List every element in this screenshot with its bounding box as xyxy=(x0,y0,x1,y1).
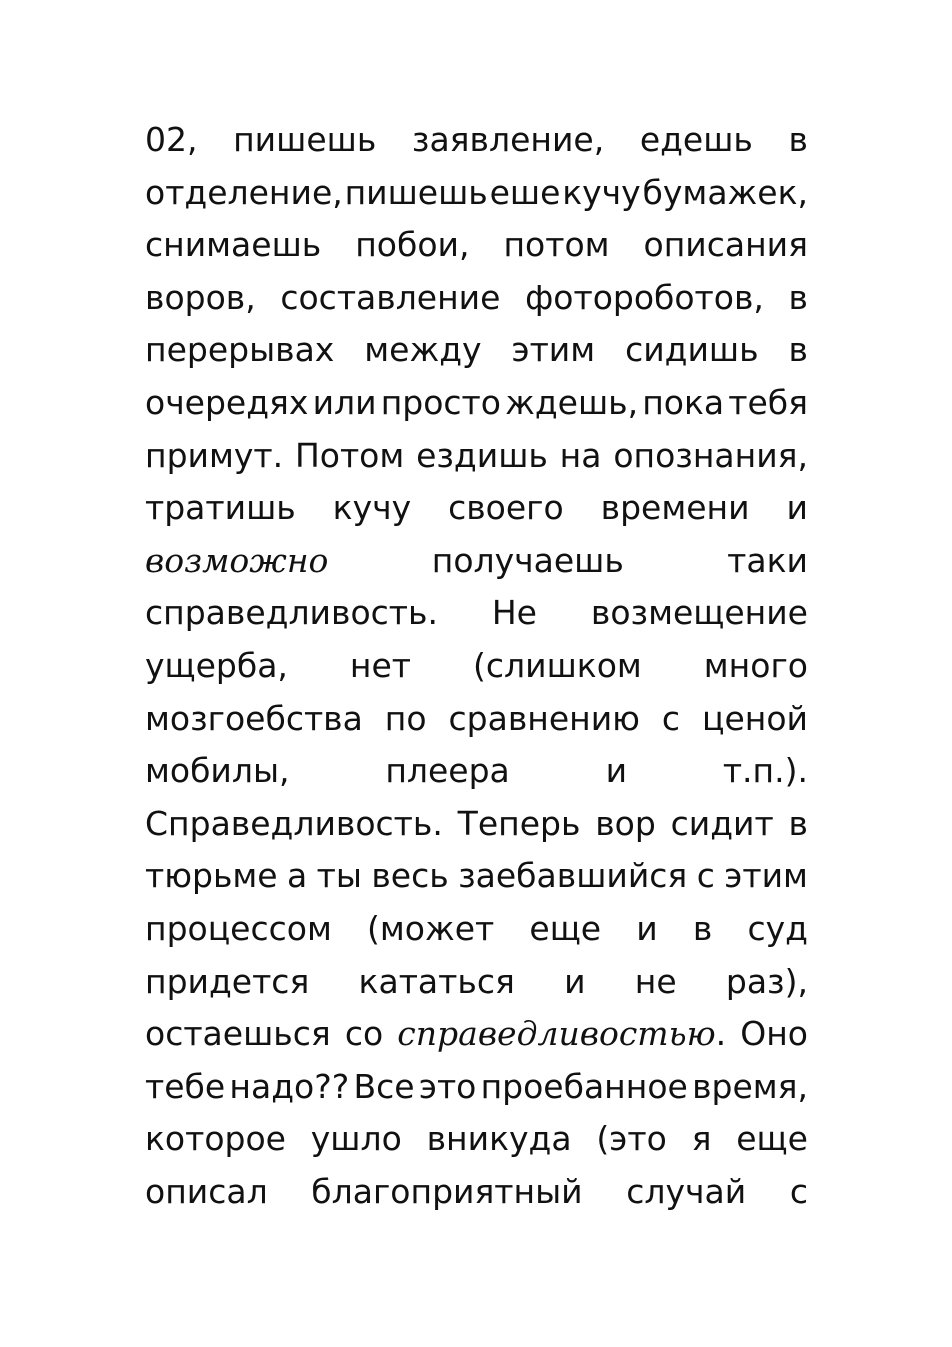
word: суд xyxy=(747,908,808,948)
word: между xyxy=(364,330,482,370)
word: заявление, xyxy=(411,120,605,159)
word: благоприятный xyxy=(311,1171,583,1211)
word: фотороботов, xyxy=(525,277,764,317)
word: и xyxy=(564,961,586,1001)
word: 02, xyxy=(145,120,198,159)
word: своего xyxy=(448,488,564,528)
italic-word xyxy=(145,535,328,588)
word: которое xyxy=(145,1119,286,1159)
word: тебя xyxy=(728,382,808,422)
word: с xyxy=(661,698,681,738)
italic-text: справедливостью xyxy=(397,1014,716,1054)
word: на xyxy=(559,435,602,475)
word: Справедливость. xyxy=(145,803,443,843)
text-line xyxy=(145,167,808,220)
text-line xyxy=(145,482,808,535)
word: Теперь xyxy=(457,803,581,843)
word: кататься xyxy=(358,961,515,1001)
word: этим xyxy=(511,330,596,370)
word: плеера xyxy=(385,751,510,791)
word: раз), xyxy=(725,961,808,1001)
word: со xyxy=(344,1014,384,1054)
word: еще xyxy=(736,1119,808,1159)
word: сравнению xyxy=(448,698,640,738)
word: пишешь xyxy=(233,120,377,159)
word: в xyxy=(788,120,808,159)
word: этим xyxy=(724,856,808,896)
word: в xyxy=(788,277,808,317)
word: Все xyxy=(353,1066,415,1106)
text-line xyxy=(145,1061,808,1114)
word: воров, xyxy=(145,277,256,317)
text-line xyxy=(145,587,808,640)
word: и xyxy=(786,488,808,528)
text-line xyxy=(145,903,808,956)
word: заебавшийся xyxy=(458,856,688,896)
word: (может xyxy=(367,908,495,948)
italic-word xyxy=(397,1008,726,1061)
word: еше xyxy=(489,172,561,212)
word: ценой xyxy=(701,698,808,738)
word: случай xyxy=(626,1171,747,1211)
word: надо?? xyxy=(229,1066,350,1106)
word: тратишь xyxy=(145,488,296,528)
word: ждешь, xyxy=(505,382,639,422)
word: в xyxy=(692,908,713,948)
word: отделение, xyxy=(145,172,343,212)
text-line xyxy=(145,324,808,377)
word: в xyxy=(788,330,808,370)
word: пишешь xyxy=(344,172,488,212)
word: таки xyxy=(727,540,808,580)
word: возмещение xyxy=(590,593,808,633)
text-line xyxy=(145,850,808,903)
text-line xyxy=(145,1113,808,1166)
text-line xyxy=(145,377,808,430)
word: Потом xyxy=(294,435,405,475)
text-line xyxy=(145,745,808,798)
word: тюрьме xyxy=(145,856,278,896)
text-line xyxy=(145,693,808,746)
text-line xyxy=(145,956,808,1009)
word: вор xyxy=(595,803,656,843)
word: ездишь xyxy=(416,435,548,475)
word: нет xyxy=(349,645,412,685)
word: Не xyxy=(491,593,537,633)
word: ты xyxy=(316,856,362,896)
word: едешь xyxy=(639,120,753,159)
word: времени xyxy=(600,488,750,528)
word: и xyxy=(605,751,628,791)
word: с xyxy=(696,856,715,896)
text-line xyxy=(145,430,808,483)
word: составление xyxy=(280,277,501,317)
text-line xyxy=(145,640,808,693)
word: в xyxy=(788,803,808,843)
word: сидит xyxy=(670,803,774,843)
punctuation: . xyxy=(715,1014,727,1054)
word: очередях xyxy=(145,382,309,422)
text-line xyxy=(145,1166,808,1219)
word: снимаешь xyxy=(145,225,322,265)
word: по xyxy=(384,698,427,738)
word: остаешься xyxy=(145,1014,331,1054)
word: я xyxy=(691,1119,712,1159)
body-text xyxy=(145,114,808,1218)
word: с xyxy=(789,1171,808,1211)
word: просто xyxy=(380,382,501,422)
word: тебе xyxy=(145,1066,226,1106)
word: мозгоебства xyxy=(145,698,363,738)
word: мобилы, xyxy=(145,751,290,791)
word: примут. xyxy=(145,435,284,475)
word: сидишь xyxy=(625,330,759,370)
text-line xyxy=(145,272,808,325)
text-line xyxy=(145,114,808,167)
word: потом xyxy=(503,225,610,265)
word: придется xyxy=(145,961,310,1001)
word: (слишком xyxy=(473,645,642,685)
word: ушло xyxy=(310,1119,402,1159)
word: справедливость. xyxy=(145,593,438,633)
word: побои, xyxy=(355,225,470,265)
word: описал xyxy=(145,1171,268,1211)
word: и xyxy=(636,908,658,948)
word: получаешь xyxy=(431,540,624,580)
word: весь xyxy=(371,856,449,896)
word: еще xyxy=(529,908,602,948)
word: время, xyxy=(692,1066,808,1106)
word: ущерба, xyxy=(145,645,288,685)
word: опознания, xyxy=(613,435,808,475)
word: описания xyxy=(643,225,808,265)
word: много xyxy=(703,645,808,685)
text-line xyxy=(145,219,808,272)
word: кучу xyxy=(332,488,412,528)
word: а xyxy=(287,856,308,896)
word: процессом xyxy=(145,908,332,948)
word: это xyxy=(418,1066,477,1106)
word: т.п.). xyxy=(722,751,808,791)
word: Оно xyxy=(740,1014,808,1054)
word: не xyxy=(634,961,677,1001)
word: (это xyxy=(596,1119,667,1159)
word: проебанное xyxy=(480,1066,688,1106)
word: перерывах xyxy=(145,330,335,370)
italic-text: возможно xyxy=(145,540,329,580)
text-line xyxy=(145,798,808,851)
text-line xyxy=(145,1008,808,1061)
word: бумажек, xyxy=(642,172,808,212)
word: пока xyxy=(642,382,725,422)
word: вникуда xyxy=(426,1119,572,1159)
word: или xyxy=(312,382,377,422)
word: кучу xyxy=(562,172,641,212)
text-line xyxy=(145,535,808,588)
